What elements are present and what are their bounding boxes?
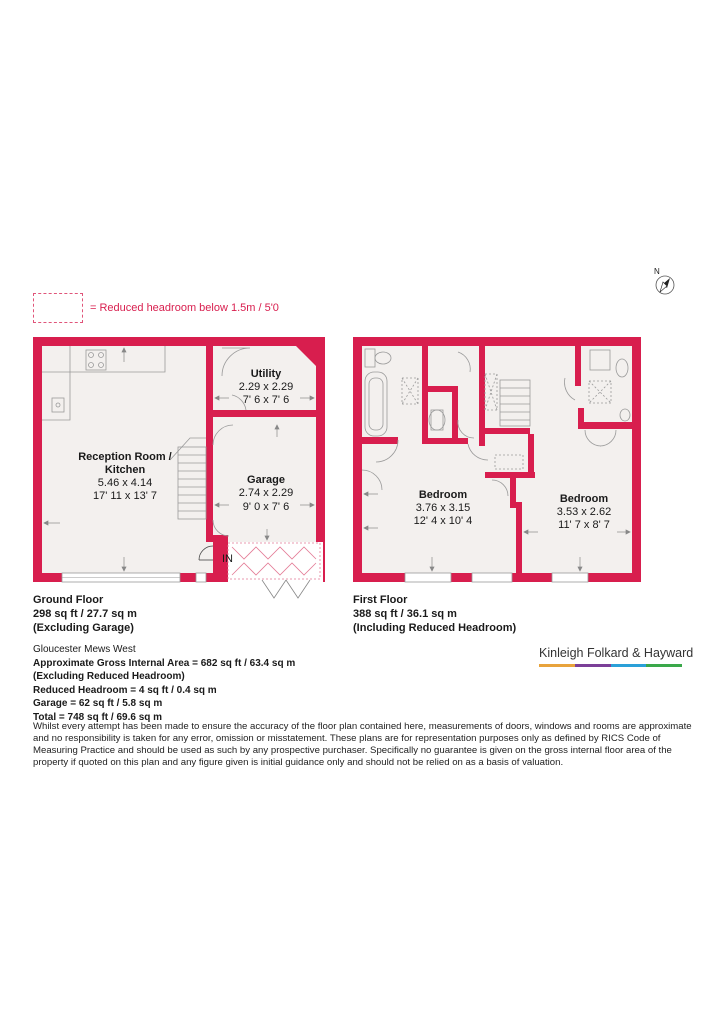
reduced-headroom-legend-text: = Reduced headroom below 1.5m / 5'0	[90, 302, 279, 314]
total-area: Total = 748 sq ft / 69.6 sq m	[33, 711, 163, 723]
reduced-headroom-legend-swatch	[33, 293, 83, 323]
interior-wall	[510, 478, 516, 508]
interior-wall	[452, 392, 458, 444]
room-metric-utility: 2.29 x 2.29	[238, 381, 294, 393]
interior-wall	[479, 346, 485, 446]
gross-internal-area: Approximate Gross Internal Area = 682 sq ft / 63.4 sq m	[33, 657, 296, 669]
room-imperial-bedroom-1: 12' 4 x 10' 4	[413, 515, 473, 527]
interior-wall	[428, 386, 458, 392]
interior-wall	[516, 502, 522, 573]
window	[472, 573, 512, 582]
ground-floor-title: Ground Floor	[33, 594, 104, 606]
interior-wall	[578, 408, 584, 429]
ground-floor-plan	[33, 337, 325, 598]
interior-wall	[362, 437, 398, 444]
room-name-reception: Reception Room /	[78, 451, 172, 463]
garage-area: Garage = 62 sq ft / 5.8 sq m	[33, 698, 163, 709]
ground-floor-caption	[33, 593, 137, 635]
compass-icon	[654, 267, 674, 294]
interior-wall	[213, 410, 316, 417]
reduced-headroom-area: Reduced Headroom = 4 sq ft / 0.4 sq m	[33, 684, 217, 696]
interior-wall	[578, 422, 632, 429]
window	[405, 573, 451, 582]
interior-wall	[528, 434, 534, 478]
interior-wall	[428, 438, 468, 444]
brand-bar-segment	[646, 664, 682, 667]
entrance-label: IN	[222, 553, 233, 565]
first-floor-plan	[353, 337, 641, 582]
room-name-garage: Garage	[247, 474, 285, 486]
disclaimer-text: Whilst every attempt has been made to ensure the accuracy of the floor plan contained here, measurements of doors, windows and rooms are approximate and no responsibility is taken for any error, omission or misstatement. These plans are for representation purposes only as defined by RICS Code of Measuring Practice and should be used as such by any prospective purchaser. Specifically no guarantee is given on the gross internal floor area of the property if quoted on this plan and any figure given is initial guidance only and should not be relied on as a basis of valuation.	[33, 721, 692, 768]
brand-color-bar	[539, 664, 682, 667]
brand-bar-segment	[611, 664, 647, 667]
interior-wall	[485, 472, 535, 478]
first-floor-note: (Including Reduced Headroom)	[353, 622, 517, 634]
room-name-bedroom-1: Bedroom	[418, 489, 468, 501]
interior-wall	[485, 428, 530, 434]
ground-floor-note: (Excluding Garage)	[33, 622, 134, 634]
window	[552, 573, 588, 582]
room-imperial-reception: 17' 11 x 13' 7	[93, 490, 157, 502]
room-metric-garage: 2.74 x 2.29	[238, 487, 294, 499]
ground-floor-area: 298 sq ft / 27.7 sq m	[33, 608, 137, 620]
gross-internal-area-note: (Excluding Reduced Headroom)	[33, 671, 185, 682]
compass-north-label: N	[654, 267, 660, 276]
garage-opening	[228, 542, 323, 582]
room-name-bedroom-2: Bedroom	[559, 493, 609, 505]
first-floor-interior	[362, 346, 632, 573]
window	[196, 573, 206, 582]
first-floor-title: First Floor	[353, 594, 408, 606]
interior-wall	[422, 346, 428, 444]
property-name: Gloucester Mews West	[33, 644, 136, 655]
brand-bar-segment	[539, 664, 575, 667]
garage-door-swing	[262, 580, 310, 598]
area-summary	[33, 643, 295, 724]
room-imperial-utility: 7' 6 x 7' 6	[242, 394, 290, 406]
room-name-utility: Utility	[250, 368, 282, 380]
room-imperial-bedroom-2: 11' 7 x 8' 7	[558, 519, 610, 531]
room-name-reception-2: Kitchen	[104, 464, 146, 476]
room-metric-reception: 5.46 x 4.14	[97, 477, 153, 489]
room-metric-bedroom-1: 3.76 x 3.15	[415, 502, 471, 514]
brand-bar-segment	[575, 664, 611, 667]
brand-logo: Kinleigh Folkard & Hayward	[539, 646, 694, 660]
first-floor-area: 388 sq ft / 36.1 sq m	[353, 608, 457, 620]
interior-wall	[206, 346, 213, 542]
interior-wall	[575, 346, 581, 386]
room-metric-bedroom-2: 3.53 x 2.62	[556, 506, 612, 518]
room-imperial-garage: 9' 0 x 7' 6	[242, 501, 290, 513]
first-floor-caption	[353, 593, 516, 635]
